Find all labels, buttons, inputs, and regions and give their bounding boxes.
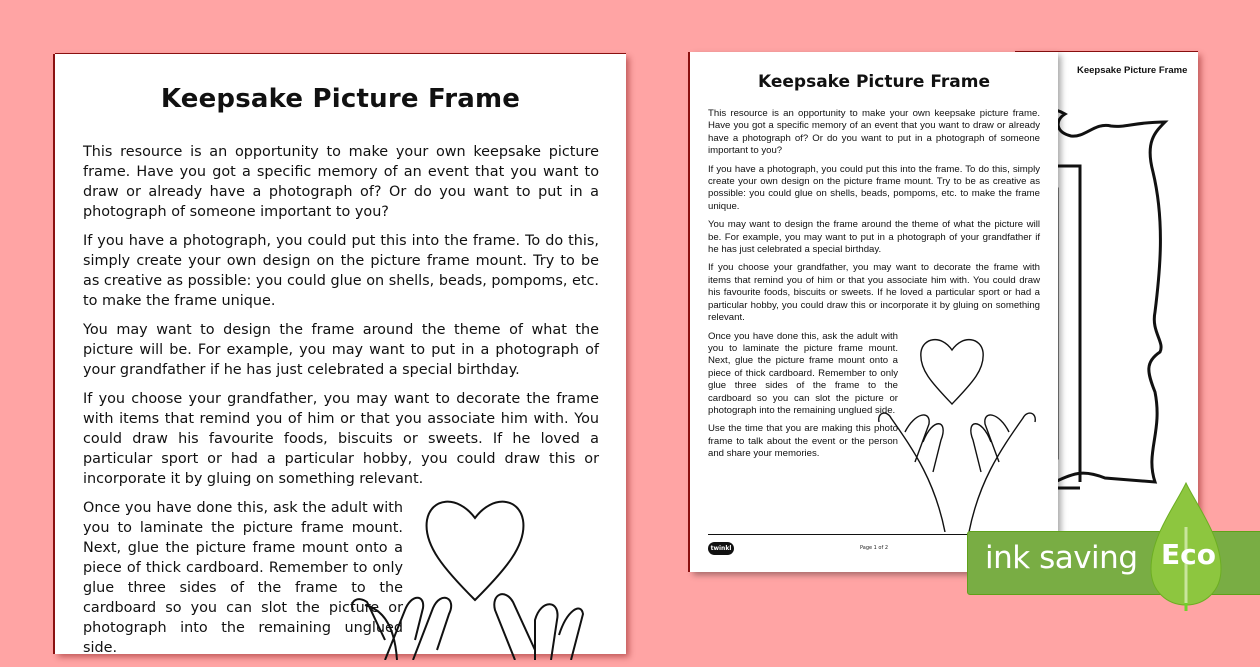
paragraph: If you choose your grandfather, you may want to decorate the frame with items that remind you of him or that you associate him with. You could draw his favourite foods, biscuits or sweets. If he loved a particular sport or had a particular hobby, you could draw this or incorporate it by gluing on something relevant. [708, 262, 1040, 324]
ink-saving-label: ink saving [985, 540, 1138, 576]
paragraph: Once you have done this, ask the adult with you to laminate the picture frame mount. Next, glue the picture frame mount onto a piece of thick cardboard. Remember to only glue three sides of the frame to the cardboard so you can slot the picture or photograph into the remaining unglued side. [83, 500, 403, 656]
twinkl-logo: twinkl [708, 542, 734, 555]
heart-in-hands-icon [875, 332, 1040, 532]
page-title: Keepsake Picture Frame [1077, 65, 1188, 76]
paragraph: You may want to design the frame around the theme of what the picture will be. For example, you may want to put in a photograph of your grandfather if he has just celebrated a special birthday. [708, 219, 1040, 256]
eco-drop-badge [1147, 481, 1227, 611]
page-title: Keepsake Picture Frame [160, 84, 521, 114]
page-title: Keepsake Picture Frame [757, 72, 991, 92]
eco-label: Eco [1161, 538, 1216, 571]
paragraph: This resource is an opportunity to make your own keepsake picture frame. Have you got a specific memory of an event that you want to draw or already have a photograph of? Or do you want to put in a photograph of someone important to you? [83, 144, 599, 220]
paragraph: Use the time that you are making this photo frame to talk about the event or the person and share your memories. [708, 423, 898, 460]
paragraph: This resource is an opportunity to make your own keepsake picture frame. Have you got a specific memory of an event that you want to draw or already have a photograph of? Or do you want to put in a photograph of someone important to you? [708, 108, 1040, 157]
page-number: Page 1 of 2 [859, 545, 889, 551]
worksheet-page-large [55, 54, 626, 654]
heart-in-hands-icon [345, 490, 585, 660]
worksheet-page-preview [690, 52, 1058, 572]
paragraph: If you choose your grandfather, you may want to decorate the frame with items that remind you of him or that you associate him with. You could draw his favourite foods, biscuits or sweets. If he loved a particular sport or had a particular hobby, you could draw this or incorporate it by gluing on something relevant. [83, 391, 599, 487]
paragraph: You may want to design the frame around the theme of what the picture will be. For example, you may want to put in a photograph of your grandfather if he has just celebrated a special birthday. [83, 322, 599, 378]
paragraph: If you have a photograph, you could put this into the frame. To do this, simply create your own design on the picture frame mount. Try to be as creative as possible: you could glue on shells, beads, pompoms, etc. to make the frame unique. [83, 233, 599, 309]
paragraph: Once you have done this, ask the adult with you to laminate the picture frame mount. Next, glue the picture frame mount onto a piece of thick cardboard. Remember to only glue three sides of the frame to the cardboard so you can slot the picture or photograph into the remaining unglued side. [708, 330, 898, 416]
paragraph: If you have a photograph, you could put this into the frame. To do this, simply create your own design on the picture frame mount. Try to be as creative as possible: you could glue on shells, beads, pompoms, etc. to make the frame unique. [708, 163, 1040, 212]
